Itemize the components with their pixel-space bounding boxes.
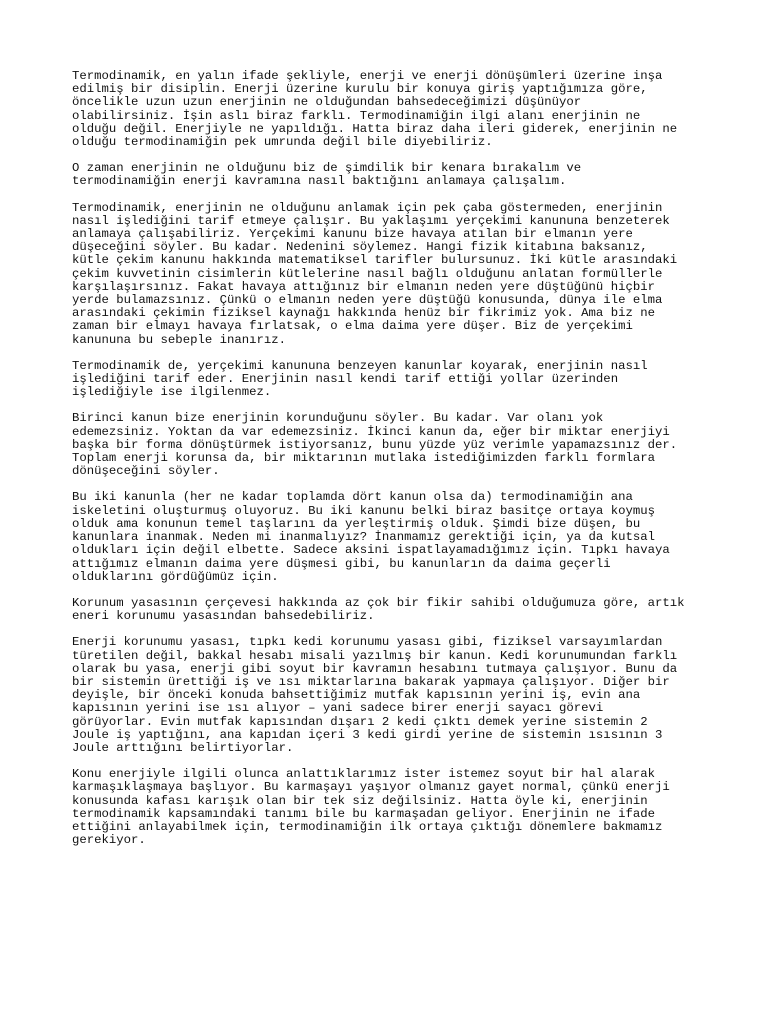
text-line: kütle çekim kanunu hakkında matematiksel tarifler bulursunuz. İki kütle arasındaki — [72, 253, 678, 268]
text-line: kanunlara inanmak. Neden mi inanmalıyız? İnanmamız gerektiği için, ya da kutsal — [72, 530, 655, 545]
text-line: karşılaşırsınız. Fakat havaya attığınız bir elmanın neden yere düştüğünü hiçbir — [72, 279, 655, 294]
text-line: işlediğiyle ise ilgilenmez. — [72, 385, 272, 400]
text-line: kanununa bu sebeple inanırız. — [72, 332, 287, 347]
text-line: Toplam enerji korunsa da, bir miktarının mutlaka istediğimizden farklı formlara — [72, 451, 655, 466]
text-line: Enerji korunumu yasası, tıpkı kedi korunumu yasası gibi, fiziksel varsayımlardan — [72, 635, 663, 650]
text-line: olduğu değil. Enerjiyle ne yapıldığı. Hatta biraz daha ileri giderek, enerjinin ne — [72, 121, 678, 136]
text-line: olduklarını gördüğümüz için. — [72, 569, 279, 584]
text-line: attığımız elmanın daima yere düşmesi gibi, bu kanunların da daima geçerli — [72, 556, 611, 571]
paragraph — [72, 162, 712, 188]
text-line: eneri korunumu yasasından bahsedebiliriz. — [72, 609, 375, 624]
text-line: karmaşıklaşmaya başlıyor. Bu karmaşayı yaşıyor olmanız gayet normal, çünkü enerji — [72, 780, 670, 795]
text-line: Korunum yasasının çerçevesi hakkında az çok bir fikir sahibi olduğumuza göre, artık — [72, 595, 685, 610]
text-line: iskeletini oluşturmuş oluyoruz. Bu iki kanunu belki biraz basitçe ortaya koymuş — [72, 503, 655, 518]
text-line: Termodinamik, enerjinin ne olduğunu anlamak için pek çaba göstermeden, enerjinin — [72, 200, 663, 215]
text-line: olduğu termodinamiğin pek umrunda değil bile diyebiliriz. — [72, 135, 493, 150]
text-line: Joule iş yaptığını, ana kapıdan içeri 3 kedi girdi yerine de sistemin ısısının 3 — [72, 727, 663, 742]
text-line: yerde bulamazsınız. Çünkü o elmanın neden yere düştüğü konusunda, dünya ile elma — [72, 293, 663, 308]
paragraph — [72, 202, 712, 347]
text-line: konusunda kafası karışık olan bir tek siz değilsiniz. Hatta öyle ki, enerjinin — [72, 793, 648, 808]
text-line: türetilen değil, bakkal hesabı misali yazılmış bir kanun. Kedi korunumundan farklı — [72, 648, 678, 663]
text-line: termodinamiğin enerji kavramına nasıl baktığını anlamaya çalışalım. — [72, 174, 567, 189]
text-line: olabilirsiniz. İşin aslı biraz farklı. Termodinamiğin ilgi alanı enerjinin ne — [72, 108, 641, 123]
text-line: Konu enerjiyle ilgili olunca anlattıklarımız ister istemez soyut bir hal alarak — [72, 767, 655, 782]
text-line: işlediğini tarif eder. Enerjinin nasıl kendi tarif ettiği yollar üzerinden — [72, 372, 619, 387]
text-line: olarak bu yasa, enerji gibi soyut bir kavramın hesabını tutmaya çalışıyor. Bunu da — [72, 661, 678, 676]
paragraph — [72, 491, 712, 583]
text-line: edilmiş bir disiplin. Enerji üzerine kurulu bir konuya giriş yaptığımıza göre, — [72, 82, 648, 97]
paragraph — [72, 768, 712, 847]
text-line: başka bir forma dönüştürmek istiyorsanız, bunu yüzde yüz verimle yapamazsınız der. — [72, 437, 678, 452]
paragraph — [72, 636, 712, 755]
text-line: Birinci kanun bize enerjinin korunduğunu söyler. Bu kadar. Var olanı yok — [72, 411, 604, 426]
text-line: oldukları için değil elbette. Sadece aksini ispatlayamadığımız için. Tıpkı havaya — [72, 543, 670, 558]
text-line: düşeceğini söyler. Bu kadar. Nedenini söylemez. Hangi fizik kitabına baksanız, — [72, 240, 648, 255]
text-line: deyişle, bir önceki konuda bahsettiğimiz mutfak kapısının yerini iş, evin ana — [72, 688, 641, 703]
paragraph — [72, 597, 712, 623]
text-line: olduk ama konunun temel taşlarını da yerleştirmiş olduk. Şimdi bize düşen, bu — [72, 516, 641, 531]
text-line: ettiğini anlayabilmek için, termodinamiğin ilk ortaya çıktığı dönemlere bakmamız — [72, 819, 663, 834]
text-line: çekim kuvvetinin cisimlerin kütlelerine nasıl bağlı olduğunu anlatan formüllerle — [72, 266, 663, 281]
text-line: zaman bir elmayı havaya fırlatsak, o elma daima yere düşer. Biz de yerçekimi — [72, 319, 633, 334]
text-line: Termodinamik, en yalın ifade şekliyle, enerji ve enerji dönüşümleri üzerine inşa — [72, 69, 663, 83]
paragraph — [72, 412, 712, 478]
text-line: öncelikle uzun uzun enerjinin ne olduğundan bahsedeceğimizi düşünüyor — [72, 95, 582, 110]
text-line: kapısının yerini ise ısı alıyor – yani sadece birer enerji sayacı görevi — [72, 701, 604, 716]
text-line: O zaman enerjinin ne olduğunu biz de şimdilik bir kenara bırakalım ve — [72, 161, 582, 176]
text-line: Joule arttığını belirtiyorlar. — [72, 740, 294, 755]
text-line: Termodinamik de, yerçekimi kanununa benzeyen kanunlar koyarak, enerjinin nasıl — [72, 358, 648, 373]
text-line: anlamaya çalışabiliriz. Yerçekimi kanunu bize havaya atılan bir elmanın yere — [72, 227, 633, 242]
text-line: termodinamik kapsamındaki tanımı bile bu karmaşadan geliyor. Enerjinin ne ifade — [72, 806, 655, 821]
text-line: edemezsiniz. Yoktan da var edemezsiniz. İkinci kanun da, eğer bir miktar enerjiyi — [72, 424, 670, 439]
text-line: Bu iki kanunla (her ne kadar toplamda dört kanun olsa da) termodinamiğin ana — [72, 490, 633, 505]
text-line: nasıl işlediğini tarif etmeye çalışır. Bu yaklaşımı yerçekimi kanununa benzeterek — [72, 213, 670, 228]
paragraph — [72, 70, 712, 149]
text-line: görüyorlar. Evin mutfak kapısından dışarı 2 kedi çıktı demek yerine sistemin 2 — [72, 714, 648, 729]
text-line: arasındaki çekimin fiziksel kaynağı hakkında henüz bir fikrimiz yok. Ama biz ne — [72, 306, 655, 321]
text-line: bir sistemin ürettiği iş ve ısı miktarlarına bakarak yapmaya çalışıyor. Diğer bir — [72, 674, 670, 689]
text-line: gerekiyor. — [72, 833, 146, 848]
document-page — [72, 70, 712, 860]
text-line: dönüşeceğini söyler. — [72, 464, 220, 479]
paragraph — [72, 360, 712, 400]
